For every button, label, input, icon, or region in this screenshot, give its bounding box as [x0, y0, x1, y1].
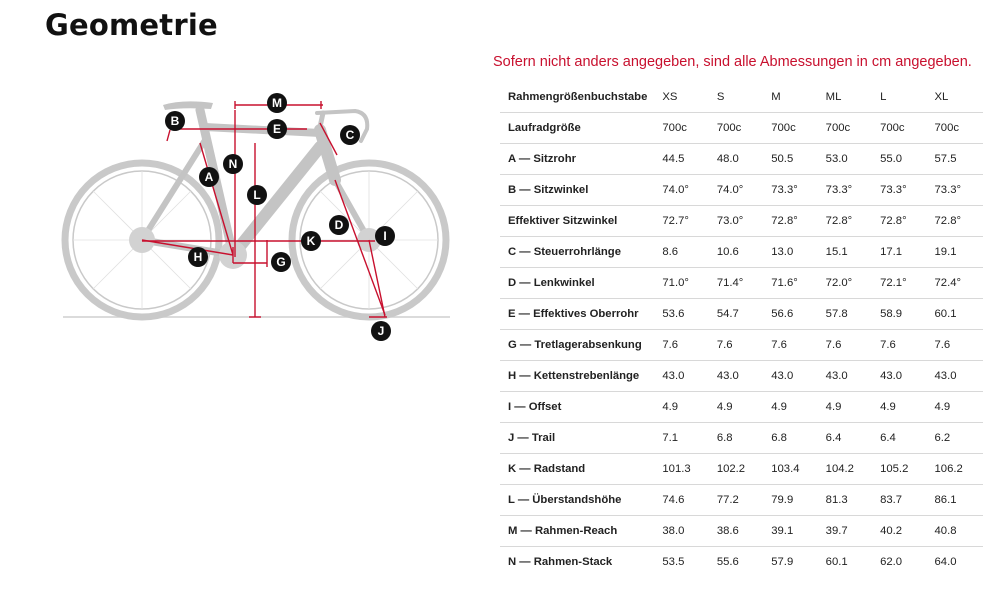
row-label: L — Überstandshöhe: [500, 485, 656, 516]
value-cell: 43.0: [874, 361, 928, 392]
table-row: [500, 454, 983, 485]
svg-text:L: L: [253, 188, 261, 202]
value-cell: 106.2: [929, 454, 983, 485]
value-cell: 7.6: [656, 330, 710, 361]
value-cell: 4.9: [656, 392, 710, 423]
value-cell: 7.6: [711, 330, 765, 361]
table-row: [500, 237, 983, 268]
value-cell: 8.6: [656, 237, 710, 268]
svg-text:N: N: [228, 157, 238, 171]
row-label: E — Effektives Oberrohr: [500, 299, 656, 330]
geometry-table: [500, 82, 983, 577]
value-cell: 54.7: [711, 299, 765, 330]
table-row: [500, 485, 983, 516]
value-cell: 48.0: [711, 144, 765, 175]
row-label: Effektiver Sitzwinkel: [500, 206, 656, 237]
value-cell: 73.3°: [820, 175, 874, 206]
value-cell: 50.5: [765, 144, 819, 175]
value-cell: 58.9: [874, 299, 928, 330]
value-cell: 6.4: [820, 423, 874, 454]
marker-d: [329, 215, 349, 235]
row-label: J — Trail: [500, 423, 656, 454]
marker-a: [199, 167, 219, 187]
value-cell: 17.1: [874, 237, 928, 268]
value-cell: 38.6: [711, 516, 765, 547]
value-cell: 73.3°: [929, 175, 983, 206]
row-label: D — Lenkwinkel: [500, 268, 656, 299]
value-cell: 43.0: [765, 361, 819, 392]
table-row: [500, 516, 983, 547]
row-label: C — Steuerrohrlänge: [500, 237, 656, 268]
value-cell: 6.8: [765, 423, 819, 454]
value-cell: 15.1: [820, 237, 874, 268]
bike-geometry-diagram: [55, 85, 465, 355]
value-cell: 44.5: [656, 144, 710, 175]
table-row: [500, 206, 983, 237]
value-cell: 39.1: [765, 516, 819, 547]
value-cell: 700c: [820, 113, 874, 144]
value-cell: 72.4°: [929, 268, 983, 299]
value-cell: 39.7: [820, 516, 874, 547]
value-cell: 72.1°: [874, 268, 928, 299]
table-row: [500, 268, 983, 299]
value-cell: 40.2: [874, 516, 928, 547]
marker-g: [271, 252, 291, 272]
value-cell: 101.3: [656, 454, 710, 485]
svg-text:I: I: [383, 229, 387, 243]
table-row: [500, 423, 983, 454]
value-cell: 55.0: [874, 144, 928, 175]
marker-n: [223, 154, 243, 174]
marker-k: [301, 231, 321, 251]
value-cell: 4.9: [765, 392, 819, 423]
value-cell: 74.0°: [656, 175, 710, 206]
value-cell: 10.6: [711, 237, 765, 268]
value-cell: 72.8°: [929, 206, 983, 237]
value-cell: 43.0: [929, 361, 983, 392]
row-label: B — Sitzwinkel: [500, 175, 656, 206]
marker-i: [375, 226, 395, 246]
value-cell: 4.9: [820, 392, 874, 423]
table-row: [500, 175, 983, 206]
marker-l: [247, 185, 267, 205]
value-cell: 700c: [765, 113, 819, 144]
value-cell: 700c: [929, 113, 983, 144]
value-cell: 19.1: [929, 237, 983, 268]
value-cell: 53.0: [820, 144, 874, 175]
value-cell: 700c: [711, 113, 765, 144]
svg-text:M: M: [272, 96, 282, 110]
value-cell: 4.9: [711, 392, 765, 423]
value-cell: 104.2: [820, 454, 874, 485]
units-note: Sofern nicht anders angegeben, sind alle Abmessungen in cm angegeben.: [493, 54, 972, 70]
marker-b: [165, 111, 185, 131]
value-cell: 71.4°: [711, 268, 765, 299]
value-cell: 62.0: [880, 556, 903, 568]
value-cell: 72.8°: [820, 206, 874, 237]
value-cell: 71.6°: [765, 268, 819, 299]
value-cell: 6.4: [874, 423, 928, 454]
value-cell: 7.6: [820, 330, 874, 361]
table-row: [500, 113, 983, 144]
header-label: Rahmengrößenbuchstabe: [500, 82, 656, 113]
row-label: I — Offset: [500, 392, 656, 423]
svg-text:K: K: [306, 234, 316, 248]
value-cell: 102.2: [711, 454, 765, 485]
value-cell: 77.2: [711, 485, 765, 516]
value-cell: 55.6: [716, 556, 739, 568]
marker-c: [340, 125, 360, 145]
value-cell: 43.0: [820, 361, 874, 392]
value-cell: 86.1: [929, 485, 983, 516]
value-cell: 79.9: [765, 485, 819, 516]
value-cell: 60.1: [929, 299, 983, 330]
value-cell: 7.6: [765, 330, 819, 361]
value-cell: 64.0: [934, 556, 957, 568]
svg-text:G: G: [276, 255, 286, 269]
svg-text:E: E: [272, 122, 282, 136]
value-cell: 7.1: [656, 423, 710, 454]
value-cell: 73.0°: [711, 206, 765, 237]
svg-text:J: J: [377, 324, 385, 338]
marker-m: [267, 93, 287, 113]
value-cell: 105.2: [874, 454, 928, 485]
table-row: [500, 299, 983, 330]
value-cell: 73.3°: [765, 175, 819, 206]
value-cell: 83.7: [874, 485, 928, 516]
value-cell: 72.8°: [874, 206, 928, 237]
svg-text:H: H: [193, 250, 203, 264]
value-cell: 6.2: [929, 423, 983, 454]
marker-j: [371, 321, 391, 341]
size-header-cell: ML: [820, 82, 874, 113]
row-label: G — Tretlagerabsenkung: [500, 330, 656, 361]
size-header-cell: XS: [656, 82, 710, 113]
marker-h: [188, 247, 208, 267]
row-label: Laufradgröße: [500, 113, 656, 144]
value-cell: 53.6: [656, 299, 710, 330]
svg-text:D: D: [334, 218, 344, 232]
table-row: [500, 392, 983, 423]
value-cell: 60.1: [825, 556, 848, 568]
value-cell: 4.9: [929, 392, 983, 423]
value-cell: 700c: [656, 113, 710, 144]
value-cell: 43.0: [656, 361, 710, 392]
table-header-row: [500, 82, 983, 113]
value-cell: 40.8: [929, 516, 983, 547]
row-label: K — Radstand: [500, 454, 656, 485]
value-cell: 57.8: [820, 299, 874, 330]
value-cell: 4.9: [874, 392, 928, 423]
row-label: H — Kettenstrebenlänge: [500, 361, 656, 392]
svg-text:B: B: [170, 114, 180, 128]
value-cell: 53.5: [662, 556, 685, 568]
row-label: M — Rahmen-Reach: [500, 516, 656, 547]
value-cell: 72.8°: [765, 206, 819, 237]
size-header-cell: M: [765, 82, 819, 113]
value-cell: 72.7°: [656, 206, 710, 237]
size-header-cell: S: [711, 82, 765, 113]
value-cell: 6.8: [711, 423, 765, 454]
value-cell: 81.3: [820, 485, 874, 516]
value-cell: 57.9: [771, 556, 794, 568]
page-title: Geometrie: [45, 8, 218, 42]
size-header-cell: XL: [929, 82, 983, 113]
value-cell: 73.3°: [874, 175, 928, 206]
value-cell: 57.5: [929, 144, 983, 175]
row-label: A — Sitzrohr: [500, 144, 656, 175]
table-row: [500, 361, 983, 392]
table-row: [500, 330, 983, 361]
value-cell: 74.0°: [711, 175, 765, 206]
row-label: N — Rahmen-Stack: [508, 556, 613, 568]
value-cell: 43.0: [711, 361, 765, 392]
value-cell: 700c: [874, 113, 928, 144]
size-header-cell: L: [874, 82, 928, 113]
value-cell: 56.6: [765, 299, 819, 330]
table-row: [500, 144, 983, 175]
table-row: [500, 547, 983, 578]
value-cell: 71.0°: [656, 268, 710, 299]
value-cell: 13.0: [765, 237, 819, 268]
value-cell: 72.0°: [820, 268, 874, 299]
svg-text:C: C: [345, 128, 355, 142]
value-cell: 7.6: [929, 330, 983, 361]
value-cell: 38.0: [656, 516, 710, 547]
value-cell: 7.6: [874, 330, 928, 361]
value-cell: 103.4: [765, 454, 819, 485]
value-cell: 74.6: [656, 485, 710, 516]
marker-e: [267, 119, 287, 139]
svg-text:A: A: [204, 170, 214, 184]
